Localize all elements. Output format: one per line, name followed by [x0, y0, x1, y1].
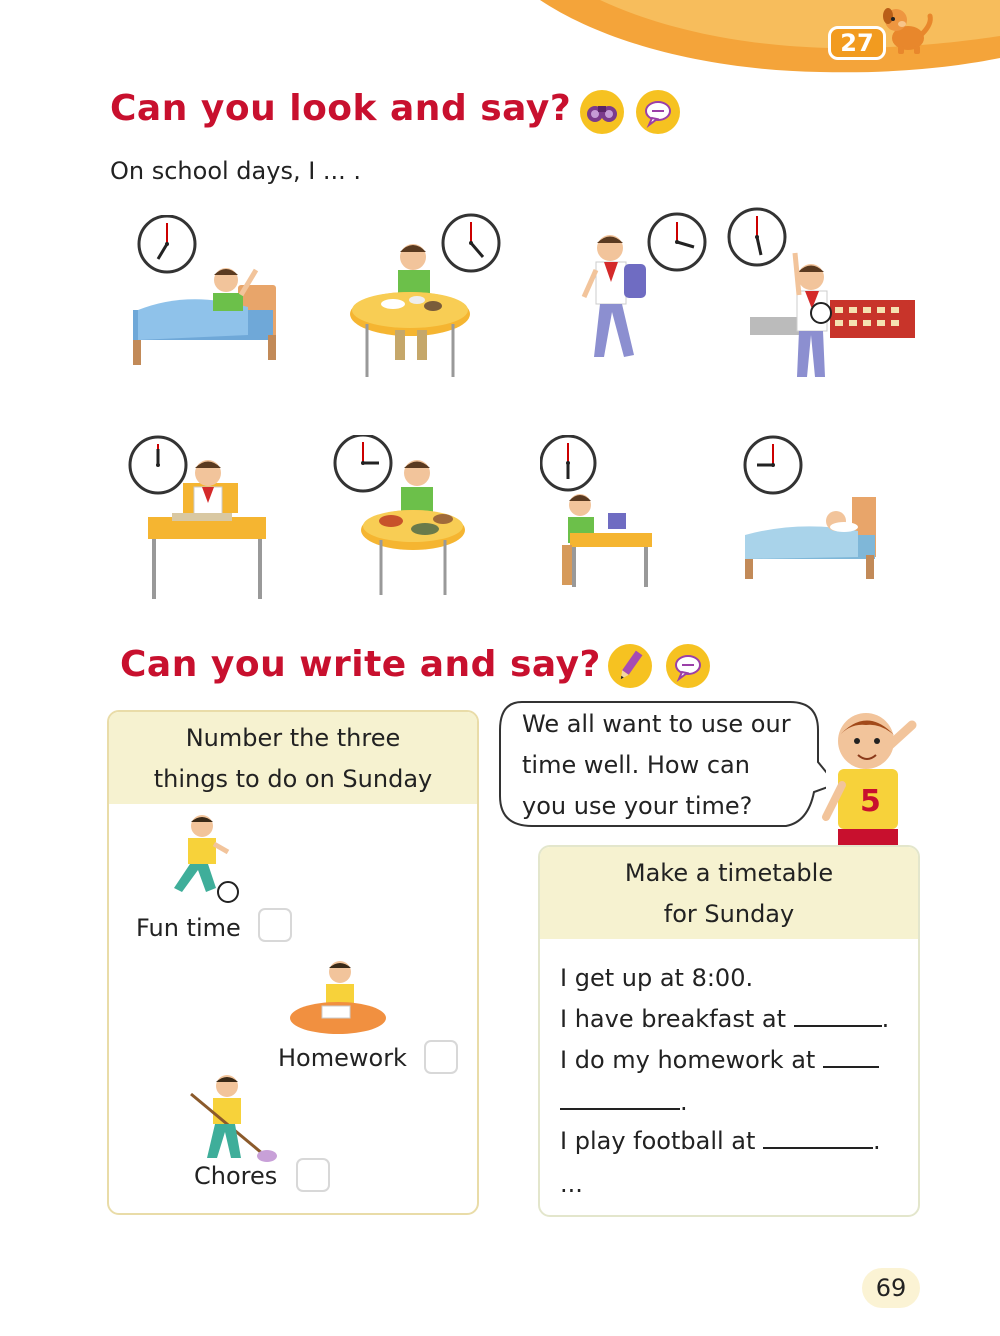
checklist-label-fun-time: Fun time	[136, 914, 241, 942]
section-heading-look: Can you look and say?	[110, 88, 572, 129]
speech-bubble-icon	[666, 644, 710, 688]
heading-line: Make a timetable	[624, 859, 834, 887]
clock-icon	[335, 435, 391, 491]
clock-icon	[443, 215, 499, 271]
football-boy-illustration	[160, 812, 245, 912]
answer-blank-homework[interactable]	[823, 1046, 879, 1068]
speech-line: time well. How can	[522, 751, 750, 779]
page-number: 69	[862, 1268, 920, 1308]
look-prompt: On school days, I ... .	[110, 157, 362, 185]
heading-line: for Sunday	[663, 900, 795, 928]
heading-line: Number the three	[185, 724, 401, 752]
clock-icon	[649, 214, 705, 270]
answer-blank-homework-cont[interactable]	[560, 1088, 680, 1110]
timetable-heading	[540, 847, 918, 939]
scene-lunch	[128, 435, 278, 605]
pencil-icon	[608, 644, 652, 688]
checklist-label-chores: Chores	[194, 1162, 278, 1190]
number-box-homework[interactable]	[424, 1040, 458, 1074]
number-box-chores[interactable]	[296, 1158, 330, 1192]
section-heading-write: Can you write and say?	[120, 644, 601, 685]
homework-boy-illustration	[288, 958, 393, 1038]
speech-text	[522, 704, 822, 827]
period: .	[680, 1088, 688, 1116]
boy-speaker-illustration	[820, 705, 930, 847]
heading-line: things to do on Sunday	[153, 765, 433, 793]
clock-icon	[729, 209, 785, 265]
timetable-line-get-up: I get up at 8:00.	[560, 964, 754, 992]
clock-icon	[139, 216, 195, 272]
unit-number-badge: 27	[828, 26, 886, 60]
speech-line: you use your time?	[522, 792, 753, 820]
answer-blank-breakfast[interactable]	[794, 1005, 882, 1027]
period: .	[881, 1005, 890, 1033]
clock-icon	[130, 437, 186, 493]
timetable-line-homework-cont	[560, 1088, 688, 1116]
period: .	[873, 1127, 881, 1155]
timetable-line-breakfast	[560, 1005, 889, 1033]
line-text: I do my homework at	[560, 1046, 816, 1074]
line-text: I have breakfast at	[560, 1005, 786, 1033]
timetable-line-homework	[560, 1046, 879, 1074]
scene-go-to-school	[572, 212, 712, 377]
timetable-line-football	[560, 1127, 881, 1155]
clock-icon	[541, 436, 595, 490]
scene-at-school	[725, 205, 925, 385]
timetable-line-ellipsis: ...	[560, 1170, 583, 1198]
scene-breakfast	[345, 212, 505, 382]
scene-go-to-bed	[740, 435, 880, 585]
line-text: I play football at	[560, 1127, 756, 1155]
number-task-heading	[109, 712, 477, 804]
dog-icon	[872, 4, 936, 54]
clock-icon	[745, 437, 801, 493]
binoculars-icon	[580, 90, 624, 134]
checklist-label-homework: Homework	[278, 1044, 407, 1072]
speech-bubble-icon	[636, 90, 680, 134]
scene-dinner	[333, 435, 483, 605]
answer-blank-football[interactable]	[763, 1127, 873, 1149]
speech-line: We all want to use our	[522, 710, 791, 738]
scene-homework	[540, 435, 665, 595]
svg-text:5: 5	[860, 784, 881, 819]
number-box-fun-time[interactable]	[258, 908, 292, 942]
chores-boy-illustration	[185, 1072, 285, 1167]
scene-get-up	[128, 215, 288, 375]
